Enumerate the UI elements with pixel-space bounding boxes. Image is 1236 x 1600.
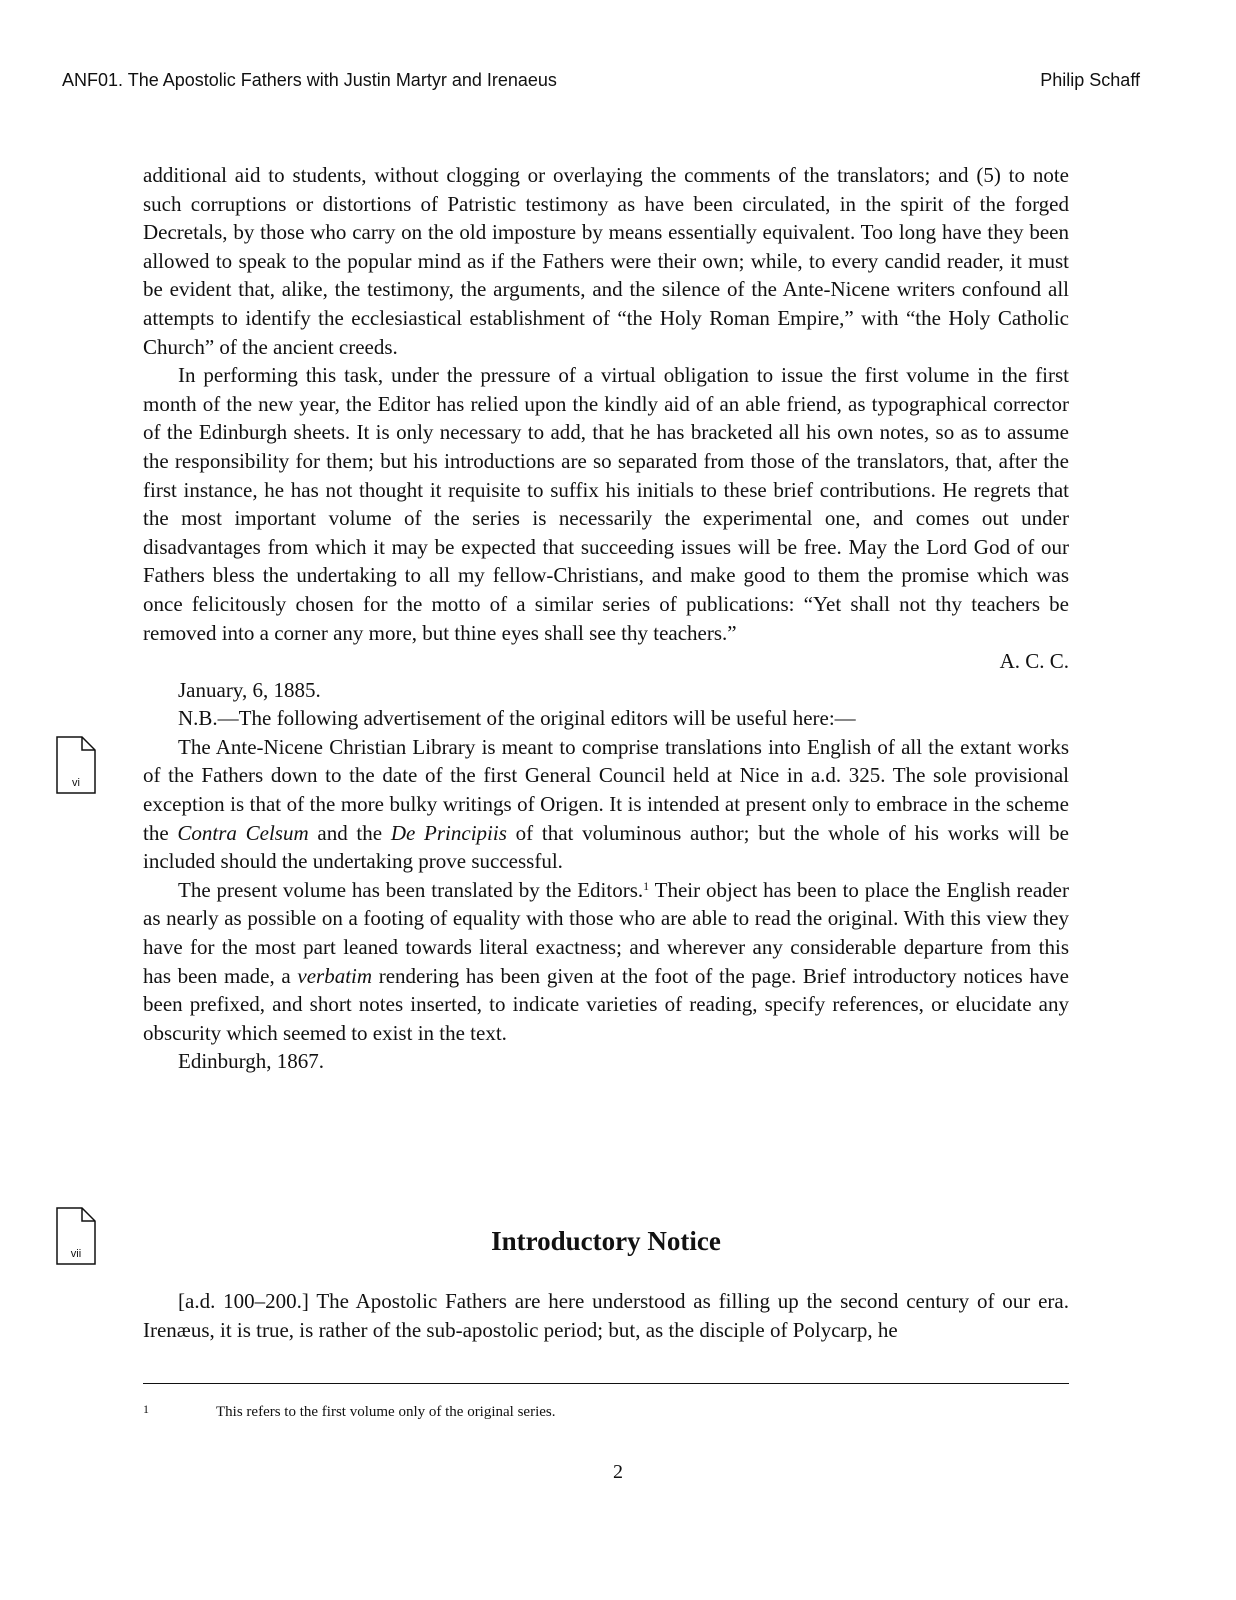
page-marker-vii[interactable] <box>56 1207 96 1265</box>
running-header-author: Philip Schaff <box>1040 70 1140 90</box>
page-marker-label: vii <box>70 1248 82 1260</box>
title-de-principiis: De Principiis <box>390 820 507 845</box>
running-header-title: ANF01. The Apostolic Fathers with Justin Martyr and Irenaeus <box>62 70 557 90</box>
nb-note: N.B.—The following advertisement of the original editors will be useful here:— <box>178 706 856 731</box>
section-heading: Introductory Notice <box>491 1226 721 1256</box>
page-marker-label: vi <box>72 777 80 789</box>
text-run: rendering has been given at the foot of the page. Brief introductory notices have been prefixed, and short notes inserted, to indicate varieties of reading, specify references, or elucidate any obscurity which seemed to exist in the text. <box>143 963 1070 1045</box>
text-run: Their object has been to place the English reader as nearly as possible on a footing of equality with those who are able to read the original. With this view they have for the most part leaned towards literal exactness; and wherever any considerable departure from this has been made, a <box>143 877 1069 988</box>
footnote-mark: 1 <box>143 1402 149 1416</box>
text-run: and the <box>308 820 391 845</box>
signature: A. C. C. <box>999 649 1069 674</box>
date-line: January, 6, 1885. <box>178 677 321 702</box>
footnote-text: This refers to the first volume only of the original series. <box>216 1404 556 1420</box>
paragraph: [a.d. 100–200.] The Apostolic Fathers are here understood as filling up the second century of our era. Irenæus, it is true, is rather of the sub-apostolic period; but, as the disciple of Polycarp, he <box>143 1289 1069 1342</box>
footnote-divider <box>143 1383 1069 1384</box>
paragraph <box>143 733 1069 876</box>
section-text <box>143 1287 1069 1344</box>
page-marker-vi[interactable] <box>56 736 96 794</box>
place-date-line: Edinburgh, 1867. <box>178 1049 325 1074</box>
emphasis-verbatim: verbatim <box>297 963 373 988</box>
paragraph: additional aid to students, without clogging or overlaying the comments of the translators; and (5) to note such corruptions or distortions of Patristic testimony as have been circulated, in the spirit of the forged Decretals, by those who carry on the old imposture by means essentially equivalent. Too long have they been allowed to speak to the popular mind as if the Fathers were their own; while, to every candid reader, it must be evident that, alike, the testimony, the arguments, and the silence of the Ante-Nicene writers confound all attempts to identify the ecclesiastical establishment of “the Holy Roman Empire,” with “the Holy Catholic Church” of the ancient creeds. <box>143 163 1069 359</box>
footnote-reference[interactable]: 1 <box>643 878 650 893</box>
text-run: The Ante-Nicene Christian Library is meant to comprise translations into English of all the extant works of the Fathers down to the date of the first General Council held at Nice in a.d. 325. The sole provisional exception is that of the more bulky writings of Origen. It is intended at present only to embrace in the scheme the <box>143 734 1069 845</box>
text-run: The present volume has been translated by the Editors. <box>178 877 644 902</box>
title-contra-celsum: Contra Celsum <box>177 820 309 845</box>
page-number: 2 <box>613 1461 623 1483</box>
text-run: of that voluminous author; but the whole of his works will be included should the undertaking prove successful. <box>143 820 1069 874</box>
paragraph <box>143 876 1069 1048</box>
paragraph: In performing this task, under the pressure of a virtual obligation to issue the first volume in the first month of the new year, the Editor has relied upon the kindly aid of an able friend, as typographical corrector of the Edinburgh sheets. It is only necessary to add, that he has bracketed all his own notes, so as to assume the responsibility for them; but his introductions are so separated from those of the translators, that, after the first instance, he has not thought it requisite to suffix his initials to these brief contributions. He regrets that the most important volume of the series is necessarily the experimental one, and comes out under disadvantages from which it may be expected that succeeding issues will be free. May the Lord God of our Fathers bless the undertaking to all my fellow-Christians, and make good to them the promise which was once felicitously chosen for the motto of a similar series of publications: “Yet shall not thy teachers be removed into a corner any more, but thine eyes shall see thy teachers.” <box>143 363 1069 645</box>
main-text <box>143 161 1069 1076</box>
